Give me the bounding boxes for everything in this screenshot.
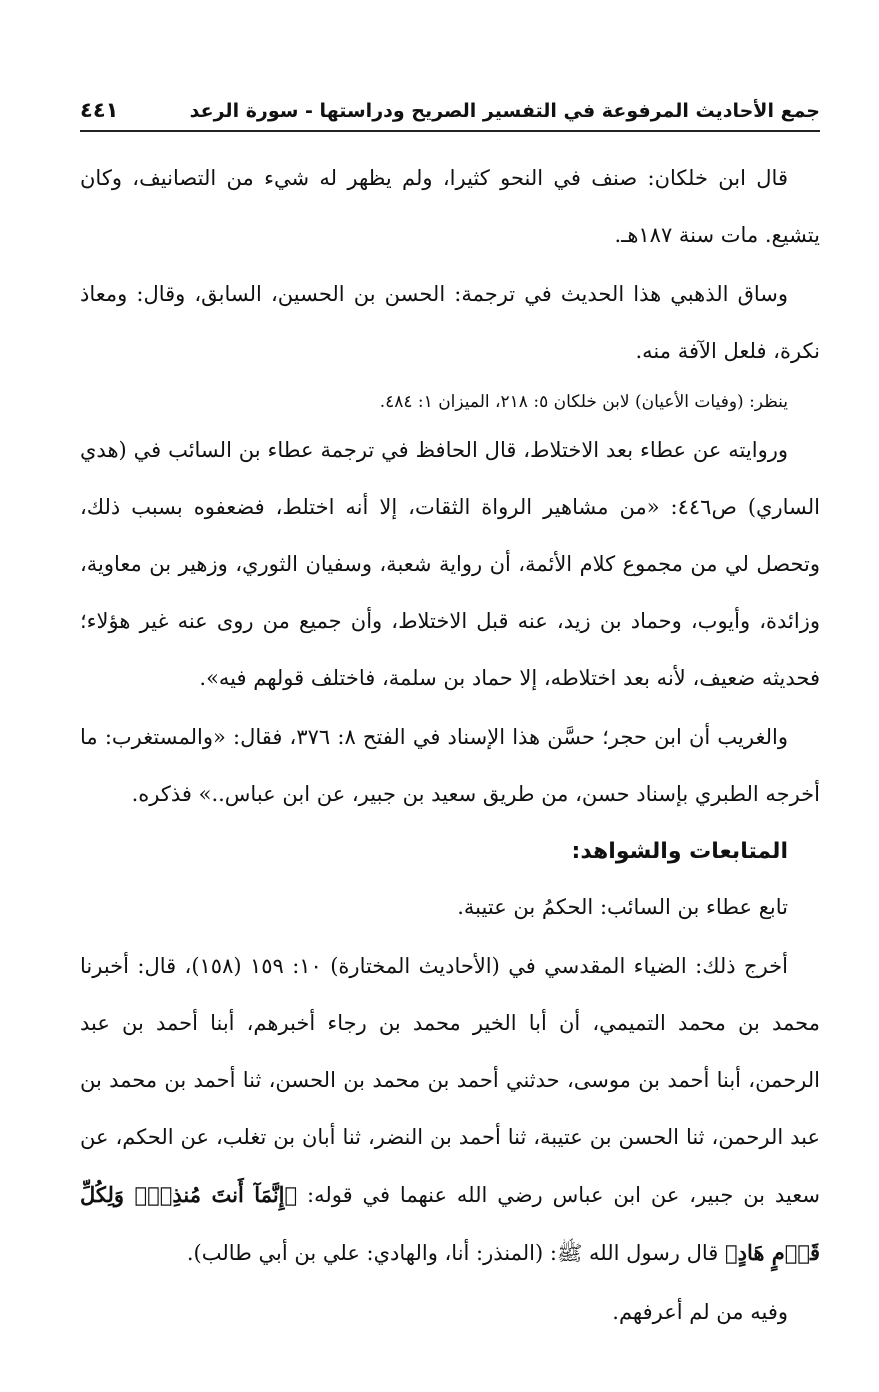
quran-verse: ﴿إِنَّمَآ أَنتَ مُنذِرٌۖ وَلِكُلِّ قَوۡمٍ هَادٍ﴾ [80, 1182, 820, 1265]
paragraph-ata-narration: وروايته عن عطاء بعد الاختلاط، قال الحافظ في ترجمة عطاء بن السائب في (هدي الساري) ص٤٤٦: «من مشاهير الرواة الثقات، إلا أنه اختلط، فضعفوه بسبب ذلك، وتحصل لي من مجموع كلام الأئمة، أن رواية شعبة، وسفيان الثوري، وزهير بن معاوية، وزائدة، وأيوب، وحماد بن زيد، عنه قبل الاختلاط، وأن جميع من روى عنه غير هؤلاء؛ فحديثه ضعيف، لأنه بعد اختلاطه، إلا حماد بن سلمة، فاختلف قولهم فيه». [80, 438, 820, 690]
paragraph-ibn-khallikan: قال ابن خلكان: صنف في النحو كثيرا، ولم يظهر له شيء من التصانيف، وكان يتشيع. مات سنة ١٨٧هـ. [80, 166, 820, 247]
hadith-text: قال رسول الله ﷺ: (المنذر: أنا، والهادي: علي بن أبي طالب). [186, 1241, 719, 1265]
paragraph-unknown-narrators: وفيه من لم أعرفهم. [612, 1300, 788, 1324]
page-header [80, 92, 820, 132]
paragraph-diya-maqdisi: أخرج ذلك: الضياء المقدسي في (الأحاديث المختارة) ١٠: ١٥٩ (١٥٨)، قال: أخبرنا محمد بن محمد التميمي، أن أبا الخير محمد بن رجاء أخبرهم، أبنا أحمد بن عبد الرحمن، أبنا أحمد بن موسى، حدثني أحمد بن محمد بن الحسن، ثنا أحمد بن محمد بن عبد الرحمن، ثنا الحسن بن عتيبة، ثنا أحمد بن النضر، ثنا أبان بن تغلب، عن الحكم، عن سعيد بن جبير، عن ابن عباس رضي الله عنهما في قوله: ﴿إِنَّمَآ أَنتَ مُنذِرٌۖ وَلِكُلِّ قَوۡمٍ هَادٍ﴾ قال رسول الله ﷺ: (المنذر: أنا، والهادي: علي بن أبي طالب). [80, 954, 820, 1265]
paragraph-ibn-hajar: والغريب أن ابن حجر؛ حسَّن هذا الإسناد في الفتح ٨: ٣٧٦، فقال: «والمستغرب: ما أخرجه الطبري بإسناد حسن، من طريق سعيد بن جبير، عن ابن عباس..» فذكره. [80, 725, 820, 806]
paragraph-dhahabi: وساق الذهبي هذا الحديث في ترجمة: الحسن بن الحسين، السابق، وقال: ومعاذ نكرة، فلعل الآفة منه. [80, 282, 820, 363]
reference-note: ينظر: (وفيات الأعيان) لابن خلكان ٥: ٢١٨، الميزان ١: ٤٨٤. [379, 392, 788, 412]
page-body [80, 150, 820, 1343]
header-rule [80, 130, 820, 132]
paragraph-follow-up: تابع عطاء بن السائب: الحكمُ بن عتيبة. [457, 895, 788, 919]
section-heading: المتابعات والشواهد: [571, 839, 788, 864]
page-number: ٤٤١ [80, 98, 119, 122]
running-title: جمع الأحاديث المرفوعة في التفسير الصريح ودراستها - سورة الرعد [189, 100, 820, 122]
